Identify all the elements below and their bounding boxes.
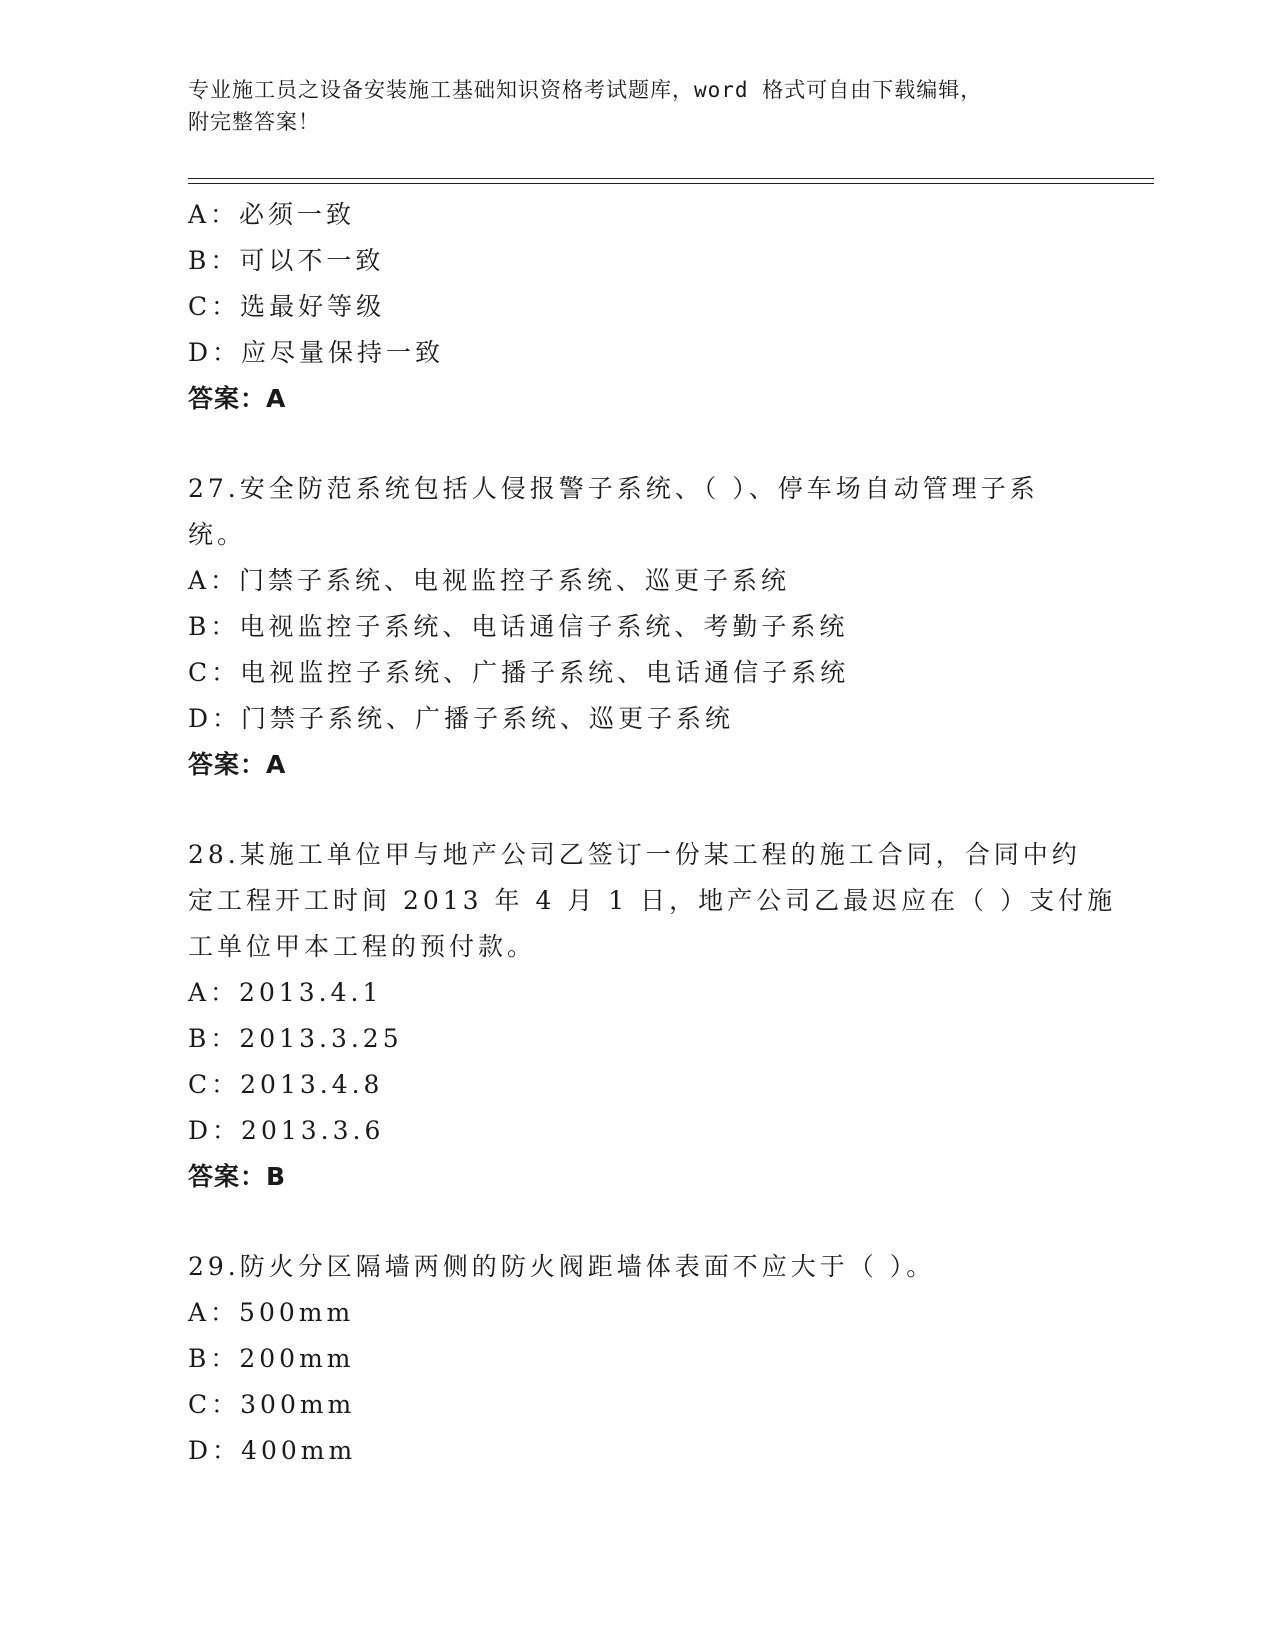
option-a: A：2013.4.1 — [188, 978, 383, 1007]
option-b: B：可以不一致 — [188, 246, 385, 275]
option-d: D：门禁子系统、广播子系统、巡更子系统 — [188, 704, 735, 733]
question-stem: 29.防火分区隔墙两侧的防火阀距墙体表面不应大于（ ）。 — [188, 1252, 936, 1281]
answer-label: 答案：A — [188, 750, 287, 779]
header-divider-bottom — [188, 183, 1154, 184]
option-a: A：500mm — [188, 1298, 355, 1327]
option-c: C：电视监控子系统、广播子系统、电话通信子系统 — [188, 658, 850, 687]
header-divider-top — [188, 178, 1154, 179]
option-b: B：电视监控子系统、电话通信子系统、考勤子系统 — [188, 612, 849, 641]
spacer — [188, 1200, 1088, 1244]
question-stem: 工单位甲本工程的预付款。 — [188, 932, 537, 961]
header-line-1: 专业施工员之设备安装施工基础知识资格考试题库，word 格式可自由下载编辑， — [188, 78, 983, 102]
option-a: A：必须一致 — [188, 200, 356, 229]
option-d: D：400mm — [188, 1436, 357, 1465]
header-line-2: 附完整答案！ — [188, 110, 320, 134]
option-a: A：门禁子系统、电视监控子系统、巡更子系统 — [188, 566, 791, 595]
option-d: D：应尽量保持一致 — [188, 338, 445, 367]
option-c: C：2013.4.8 — [188, 1070, 384, 1099]
question-29 — [188, 1244, 1088, 1474]
question-stem: 定工程开工时间 2013 年 4 月 1 日，地产公司乙最迟应在（ ）支付施 — [188, 886, 1117, 915]
question-27 — [188, 466, 1088, 788]
answer-label: 答案：B — [188, 1162, 287, 1191]
option-b: B：2013.3.25 — [188, 1024, 403, 1053]
question-stem: 27.安全防范系统包括人侵报警子系统、（ ）、停车场自动管理子系 — [188, 474, 1039, 503]
option-d: D：2013.3.6 — [188, 1116, 385, 1145]
question-28 — [188, 832, 1117, 1200]
question-stem: 28.某施工单位甲与地产公司乙签订一份某工程的施工合同，合同中约 — [188, 840, 1081, 869]
option-c: C：选最好等级 — [188, 292, 386, 321]
answer-label: 答案：A — [188, 384, 287, 413]
question-list — [188, 192, 1117, 1474]
document-header — [188, 74, 1088, 138]
spacer — [188, 788, 1088, 832]
question-26 — [188, 192, 1088, 422]
spacer — [188, 422, 1088, 466]
question-stem: 统。 — [188, 520, 247, 549]
option-b: B：200mm — [188, 1344, 355, 1373]
option-c: C：300mm — [188, 1390, 356, 1419]
